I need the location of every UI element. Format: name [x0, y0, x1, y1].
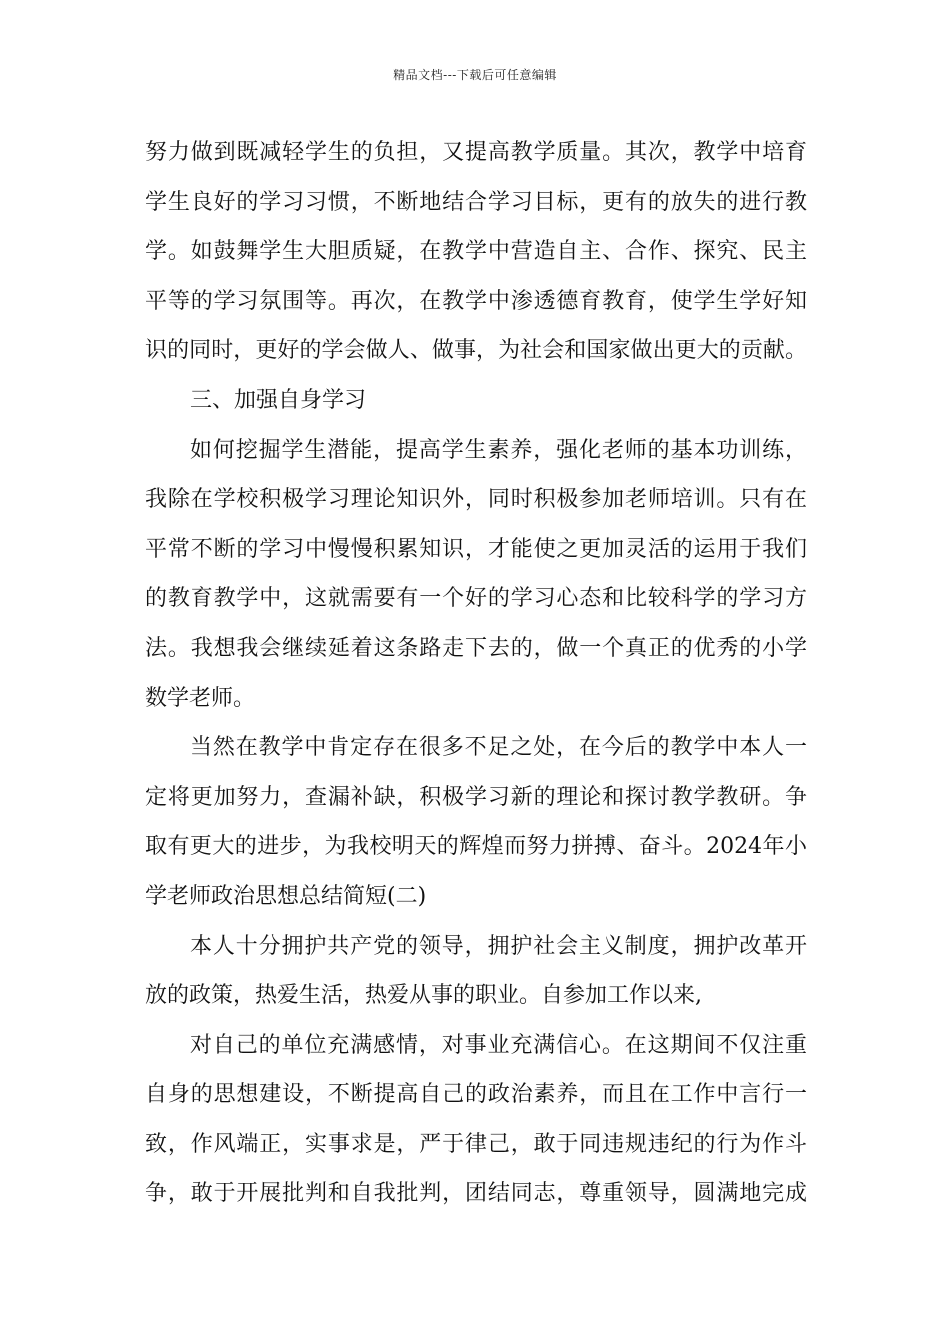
text-line: 自身的思想建设，不断提高自己的政治素养，而且在工作中言行一	[145, 1082, 807, 1108]
text-line: 学老师政治思想总结简短(二)	[145, 883, 427, 909]
text-line: 努力做到既减轻学生的负担，又提高教学质量。其次，教学中培育	[145, 140, 807, 165]
text-line: 定将更加努力，查漏补缺，积极学习新的理论和探讨教学教研。争	[145, 784, 807, 810]
text-line: 的教育教学中，这就需要有一个好的学习心态和比较科学的学习方	[145, 586, 807, 612]
text-line: 争，敢于开展批判和自我批判，团结同志，尊重领导，圆满地完成	[145, 1181, 807, 1207]
text-line: 平常不断的学习中慢慢积累知识，才能使之更加灵活的运用于我们	[145, 536, 807, 562]
text-line: 法。我想我会继续延着这条路走下去的，做一个真正的优秀的小学	[145, 635, 807, 661]
body-text	[145, 128, 807, 1219]
text-line: 致，作风端正，实事求是，严于律己，敢于同违规违纪的行为作斗	[145, 1131, 807, 1157]
text-line: 识的同时，更好的学会做人、做事，为社会和国家做出更大的贡献。	[145, 338, 807, 364]
text-line: 取有更大的进步，为我校明天的辉煌而努力拼搏、奋斗。2024年小	[145, 834, 807, 860]
section-heading: 三、加强自身学习	[190, 387, 367, 413]
text-line: 数学老师。	[145, 685, 256, 711]
text-line: 本人十分拥护共产党的领导，拥护社会主义制度，拥护改革开	[190, 933, 807, 959]
text-line: 如何挖掘学生潜能，提高学生素养，强化老师的基本功训练，	[190, 437, 807, 463]
text-line: 学。如鼓舞学生大胆质疑，在教学中营造自主、合作、探究、民主	[145, 239, 807, 265]
text-line: 学生良好的学习习惯，不断地结合学习目标，更有的放失的进行教	[145, 189, 807, 215]
text-line: 对自己的单位充满感情，对事业充满信心。在这期间不仅注重	[190, 1032, 807, 1058]
text-line: 平等的学习氛围等。再次，在教学中渗透德育教育，使学生学好知	[145, 288, 807, 314]
text-line: 放的政策，热爱生活，热爱从事的职业。自参加工作以来,	[145, 983, 702, 1009]
page-header: 精品文档---下载后可任意编辑	[393, 68, 557, 82]
text-line: 我除在学校积极学习理论知识外，同时积极参加老师培训。只有在	[145, 487, 807, 513]
text-line: 当然在教学中肯定存在很多不足之处，在今后的教学中本人一	[190, 735, 807, 761]
